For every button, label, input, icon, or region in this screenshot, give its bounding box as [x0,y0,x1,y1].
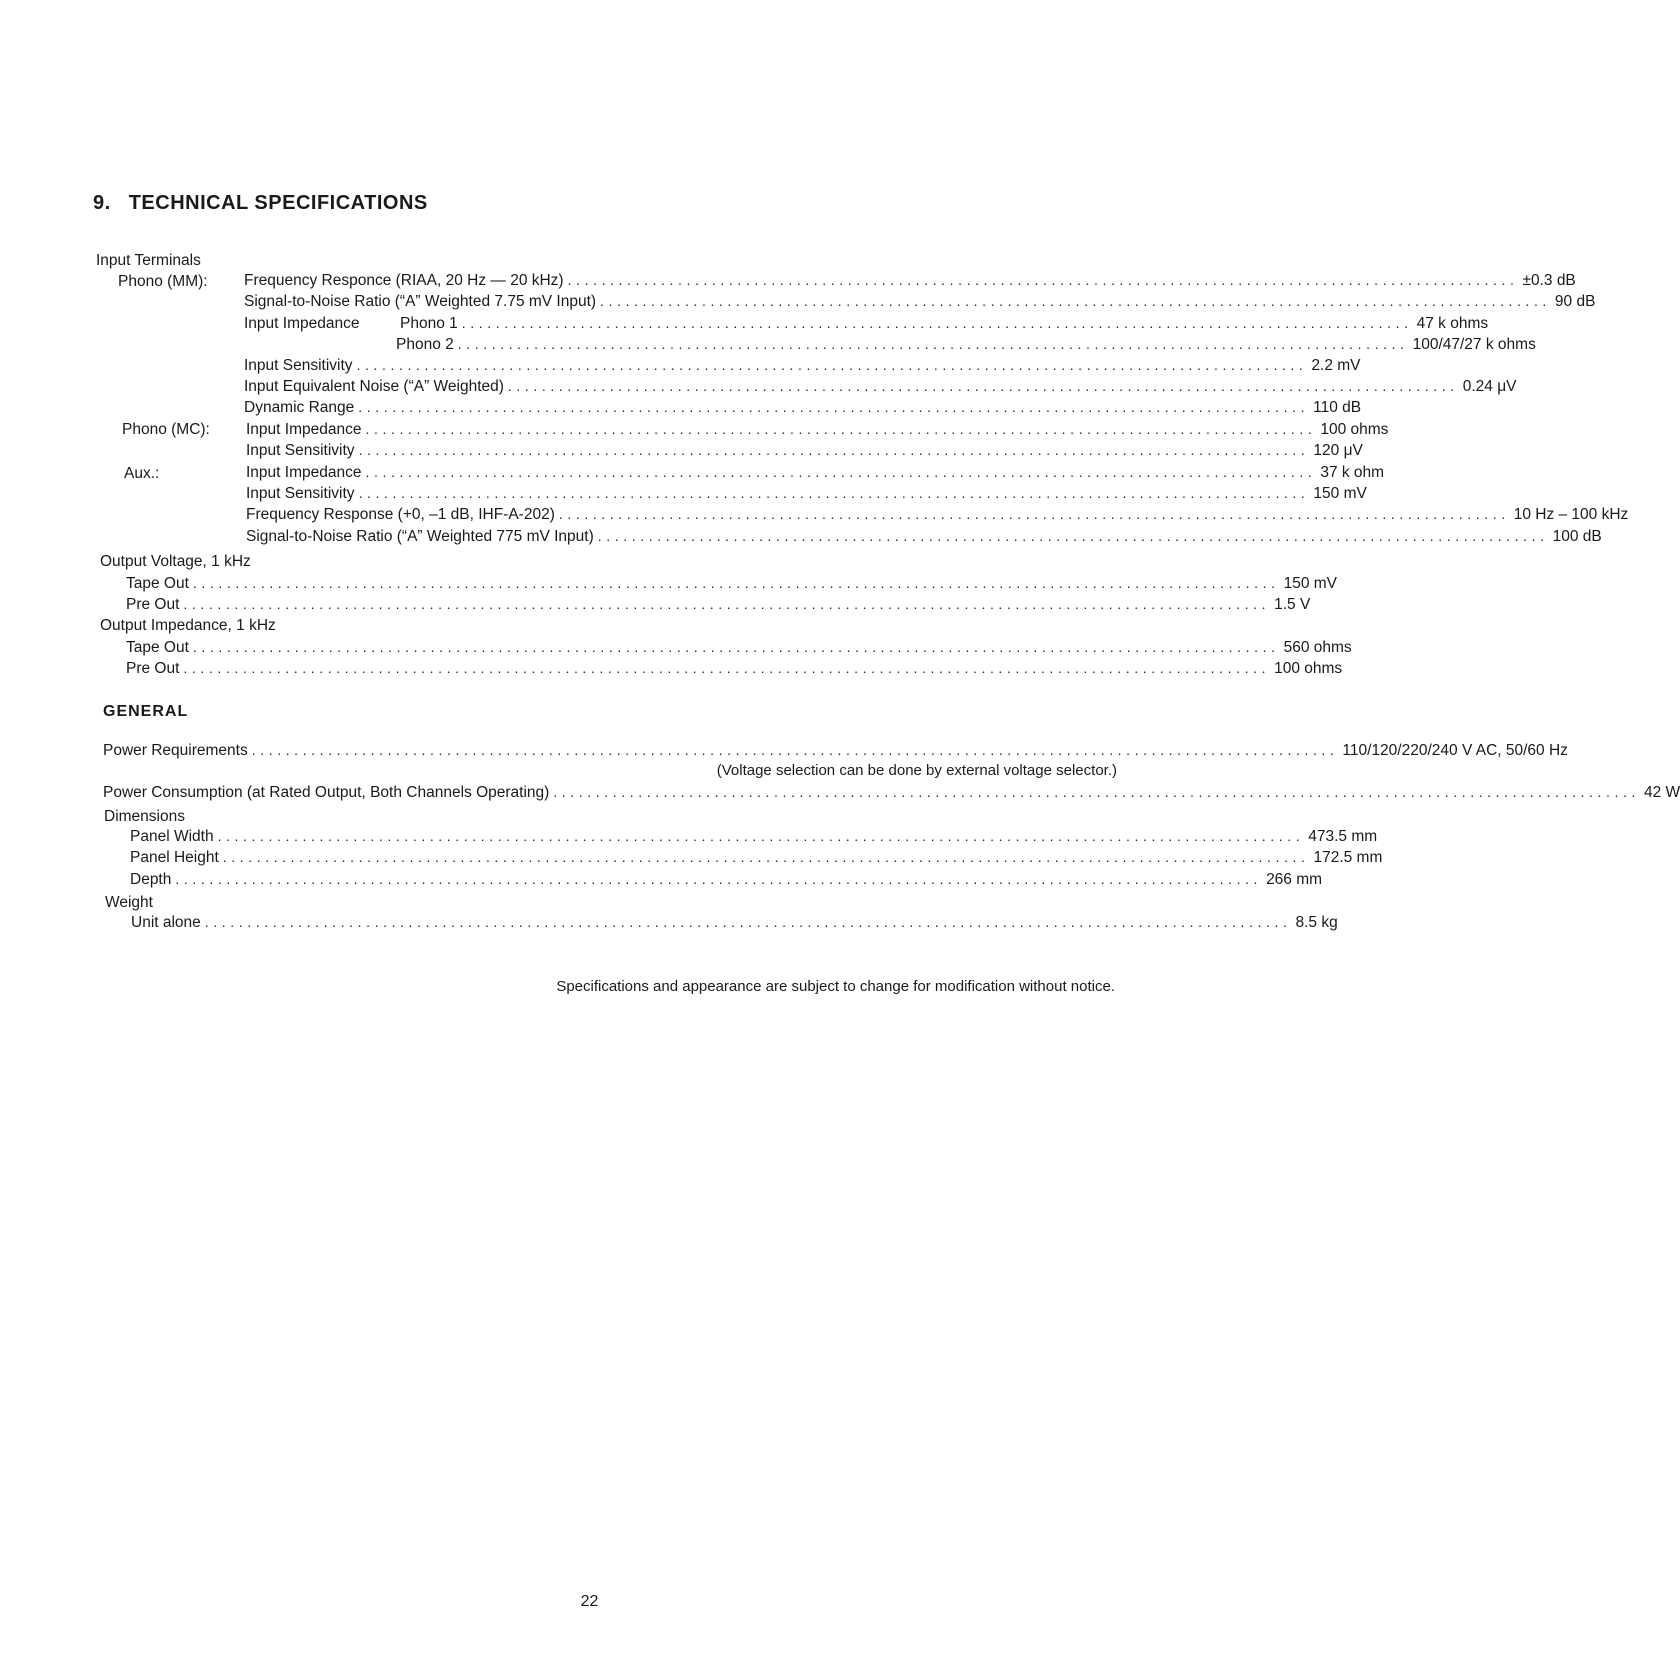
leader-dots: ................................................................................................................ [356,357,1308,373]
spec-value: 120 μV [1313,442,1363,459]
dimensions-label: Dimensions [104,808,185,825]
spec-value: 1.5 V [1274,596,1311,613]
leader-dots: ................................................................................................................ [457,336,1409,352]
spec-value: 266 mm [1266,871,1323,888]
spec-value: 37 k ohm [1320,464,1385,481]
leader-dots: ................................................................................................................ [558,506,1510,522]
spec-row [126,573,1338,594]
phono-mc-label: Phono (MC): [122,421,210,438]
spec-label: Tape Out [126,575,189,592]
leader-dots: ................................................................................................................ [600,293,1551,309]
general-heading: GENERAL [103,703,189,720]
aux-label: Aux.: [124,465,160,482]
spec-value: 473.5 mm [1308,828,1378,845]
spec-row [244,376,1517,397]
spec-label: Input Impedance [246,464,362,481]
leader-dots: ................................................................................................................................ [192,575,1280,591]
spec-value: 42 W [1644,784,1680,801]
spec-label: Tape Out [126,639,189,656]
spec-row [244,355,1361,376]
spec-value: 100/47/27 k ohms [1412,336,1536,353]
spec-row [246,440,1363,461]
leader-dots: ................................................................................................................ [358,485,1310,501]
spec-label: Power Requirements [103,742,248,759]
spec-row [246,483,1367,504]
spec-label: Panel Width [130,828,214,845]
spec-sublabel: Phono 2 [396,336,454,353]
leader-dots: ................................................................................................................ [365,464,1317,480]
spec-value: 47 k ohms [1416,315,1489,332]
spec-row [126,658,1343,679]
spec-row [244,313,1489,334]
spec-value: 90 dB [1554,293,1596,310]
spec-row [130,869,1323,890]
spec-label: Input Impedance [244,315,360,332]
spec-value: 100 dB [1552,528,1602,545]
leader-dots: ................................................................................................................................ [183,596,1271,612]
spec-value: ±0.3 dB [1522,272,1576,289]
spec-label: Pre Out [126,596,180,613]
spec-value: 110/120/220/240 V AC, 50/60 Hz [1342,742,1568,759]
spec-value: 100 ohms [1274,660,1343,677]
leader-dots: ................................................................................................................ [507,378,1459,394]
spec-row [126,594,1311,615]
output-impedance-label: Output Impedance, 1 kHz [100,617,276,634]
spec-row [246,526,1602,547]
leader-dots: ................................................................................................................ [365,421,1317,437]
spec-row [396,334,1536,355]
spec-value: 0.24 μV [1462,378,1517,395]
leader-dots: ................................................................................................................ [461,315,1413,331]
leader-dots: ................................................................................................................................ [553,784,1640,800]
spec-value: 150 mV [1283,575,1338,592]
spec-label: Signal-to-Noise Ratio (“A” Weighted 775 mV Input) [246,528,594,545]
spec-row [130,847,1383,868]
spec-row [130,826,1378,847]
page-number: 22 [580,1593,599,1610]
leader-dots: ................................................................................................................ [358,399,1310,415]
leader-dots: ................................................................................................................................ [192,639,1280,655]
footer-note: Specifications and appearance are subject to change for modification without notice. [556,978,1115,995]
spec-value: 560 ohms [1283,639,1352,656]
spec-label: Input Equivalent Noise (“A” Weighted) [244,378,504,395]
spec-label: Dynamic Range [244,399,355,416]
leader-dots: ................................................................................................................................ [175,871,1263,887]
spec-row [103,740,1568,761]
section-number: 9. [93,192,111,214]
spec-label: Input Sensitivity [244,357,353,374]
page-title [93,192,428,215]
spec-value: 100 ohms [1320,421,1389,438]
output-voltage-label: Output Voltage, 1 kHz [100,553,251,570]
section-title: TECHNICAL SPECIFICATIONS [128,192,428,214]
phono-mm-label: Phono (MM): [118,273,208,290]
spec-label: Power Consumption (at Rated Output, Both Channels Operating) [103,784,550,801]
leader-dots: ................................................................................................................................ [204,914,1292,930]
spec-label: Input Impedance [246,421,362,438]
spec-value: 150 mV [1313,485,1367,502]
spec-row [246,504,1629,525]
spec-label: Input Sensitivity [246,442,355,459]
leader-dots: ................................................................................................................................ [183,660,1271,676]
spec-value: 172.5 mm [1313,849,1383,866]
spec-value: 10 Hz – 100 kHz [1513,506,1629,523]
spec-label: Depth [130,871,172,888]
spec-row [244,291,1596,312]
spec-row [131,912,1338,933]
leader-dots: ................................................................................................................ [358,442,1310,458]
spec-label: Frequency Response (+0, –1 dB, IHF-A-202) [246,506,555,523]
spec-label: Panel Height [130,849,219,866]
voltage-selection-note: (Voltage selection can be done by external voltage selector.) [716,762,1117,779]
spec-row [246,462,1385,483]
spec-value: 110 dB [1313,399,1362,416]
spec-label: Signal-to-Noise Ratio (“A” Weighted 7.75 mV Input) [244,293,597,310]
spec-label: Frequency Responce (RIAA, 20 Hz — 20 kHz) [244,272,564,289]
spec-sublabel: Phono 1 [400,315,458,332]
spec-row [103,782,1680,803]
spec-value: 8.5 kg [1295,914,1338,931]
spec-label: Unit alone [131,914,201,931]
spec-row [244,270,1576,291]
leader-dots: ................................................................................................................................ [217,828,1305,844]
spec-row [126,637,1352,658]
leader-dots: ................................................................................................................................ [222,849,1310,865]
spec-label: Input Sensitivity [246,485,355,502]
input-terminals-label: Input Terminals [96,252,201,269]
weight-label: Weight [105,894,153,911]
leader-dots: ................................................................................................................ [597,528,1549,544]
spec-value: 2.2 mV [1311,357,1361,374]
spec-label: Pre Out [126,660,180,677]
spec-row [244,397,1362,418]
leader-dots: ................................................................................................................ [567,272,1519,288]
leader-dots: ................................................................................................................................ [251,742,1339,758]
spec-row [246,419,1389,440]
